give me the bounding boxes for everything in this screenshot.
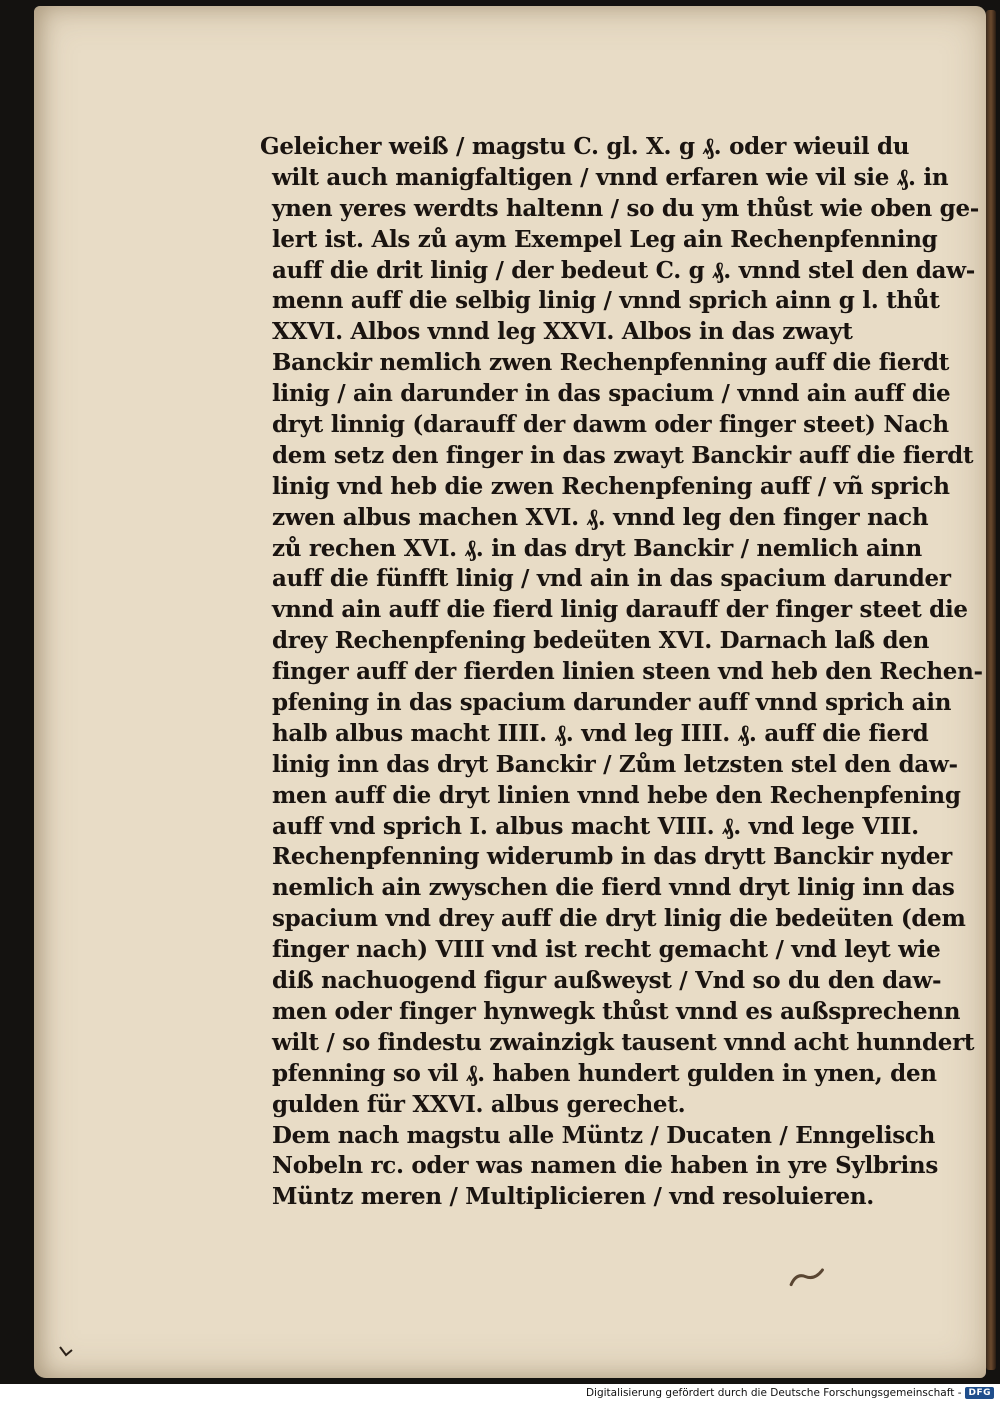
text-line: Nobeln rc. oder was namen die haben in yre Sylbrins <box>272 1152 938 1180</box>
book-edge <box>986 10 996 1370</box>
margin-mark <box>58 1342 78 1363</box>
page-text <box>260 132 983 1213</box>
text-line: finger auff der fierden linien steen vnd heb den Rechen- <box>272 658 983 686</box>
text-line: finger nach) VIII vnd ist recht gemacht / vnd leyt wie <box>272 936 941 964</box>
text-line: linig / ain darunder in das spacium / vnnd ain auff die <box>272 380 951 408</box>
text-line: pfenning so vil ₰. haben hundert gulden in ynen, den <box>272 1059 937 1087</box>
text-line: men auff die dryt linien vnnd hebe den Rechenpfening <box>272 781 961 809</box>
text-line: lert ist. Als zů aym Exempel Leg ain Rechenpfenning <box>272 225 938 253</box>
text-line: drey Rechenpfening bedeüten XVI. Darnach laß den <box>272 627 930 655</box>
text-line: spacium vnd drey auff die dryt linig die bedeüten (dem <box>272 905 966 933</box>
text-line: zů rechen XVI. ₰. in das dryt Banckir / nemlich ainn <box>272 534 922 562</box>
text-line: pfening in das spacium darunder auff vnnd sprich ain <box>272 689 952 717</box>
text-line: Dem nach magstu alle Müntz / Ducaten / Enngelisch <box>272 1121 936 1149</box>
text-line: men oder finger hynwegk thůst vnnd es außsprechenn <box>272 997 961 1025</box>
footer-credit: Digitalisierung gefördert durch die Deutsche Forschungsgemeinschaft - <box>585 1387 962 1399</box>
text-line: Banckir nemlich zwen Rechenpfenning auff die fierdt <box>272 349 950 377</box>
text-line: auff die fünfft linig / vnd ain in das spacium darunder <box>272 565 951 593</box>
dfg-logo[interactable]: DFG <box>965 1387 994 1399</box>
text-line: linig vnd heb die zwen Rechenpfening auff / vñ sprich <box>272 472 950 500</box>
text-line: wilt auch manigfaltigen / vnnd erfaren wie vil sie ₰. in <box>272 163 949 191</box>
text-line: zwen albus machen XVI. ₰. vnnd leg den finger nach <box>272 503 929 531</box>
text-line: Rechenpfenning widerumb in das drytt Banckir nyder <box>272 843 952 871</box>
text-line: gulden für XXVI. albus gerechet. <box>272 1090 686 1118</box>
text-line: Müntz meren / Multiplicieren / vnd resoluieren. <box>272 1183 874 1211</box>
text-line: auff die drit linig / der bedeut C. g ₰. vnnd stel den daw- <box>272 256 975 284</box>
text-line: linig inn das dryt Banckir / Zům letzsten stel den daw- <box>272 750 958 778</box>
text-line: halb albus macht IIII. ₰. vnd leg IIII. ₰. auff die fierd <box>272 719 929 747</box>
text-line: menn auff die selbig linig / vnnd sprich ainn g l. thůt <box>272 287 940 315</box>
text-line: wilt / so findestu zwainzigk tausent vnnd acht hunndert <box>272 1028 975 1056</box>
text-line: XXVI. Albos vnnd leg XXVI. Albos in das zwayt <box>272 318 853 346</box>
text-line: diß nachuogend figur außweyst / Vnd so du den daw- <box>272 967 942 995</box>
text-line: Geleicher weiß / magstu C. gl. X. g ₰. oder wieuil du <box>260 133 910 160</box>
footer-bar <box>0 1384 1000 1402</box>
text-line: dryt linnig (darauff der dawm oder finger steet) Nach <box>272 411 949 439</box>
text-line: auff vnd sprich I. albus macht VIII. ₰. vnd lege VIII. <box>272 812 919 840</box>
text-line: nemlich ain zwyschen die fierd vnnd dryt linig inn das <box>272 874 955 902</box>
text-line: dem setz den finger in das zwayt Banckir auff die fierdt <box>272 441 974 469</box>
text-line: ynen yeres werdts haltenn / so du ym thůst wie oben ge- <box>272 194 980 222</box>
text-line: vnnd ain auff die fierd linig darauff der finger steet die <box>272 596 968 624</box>
